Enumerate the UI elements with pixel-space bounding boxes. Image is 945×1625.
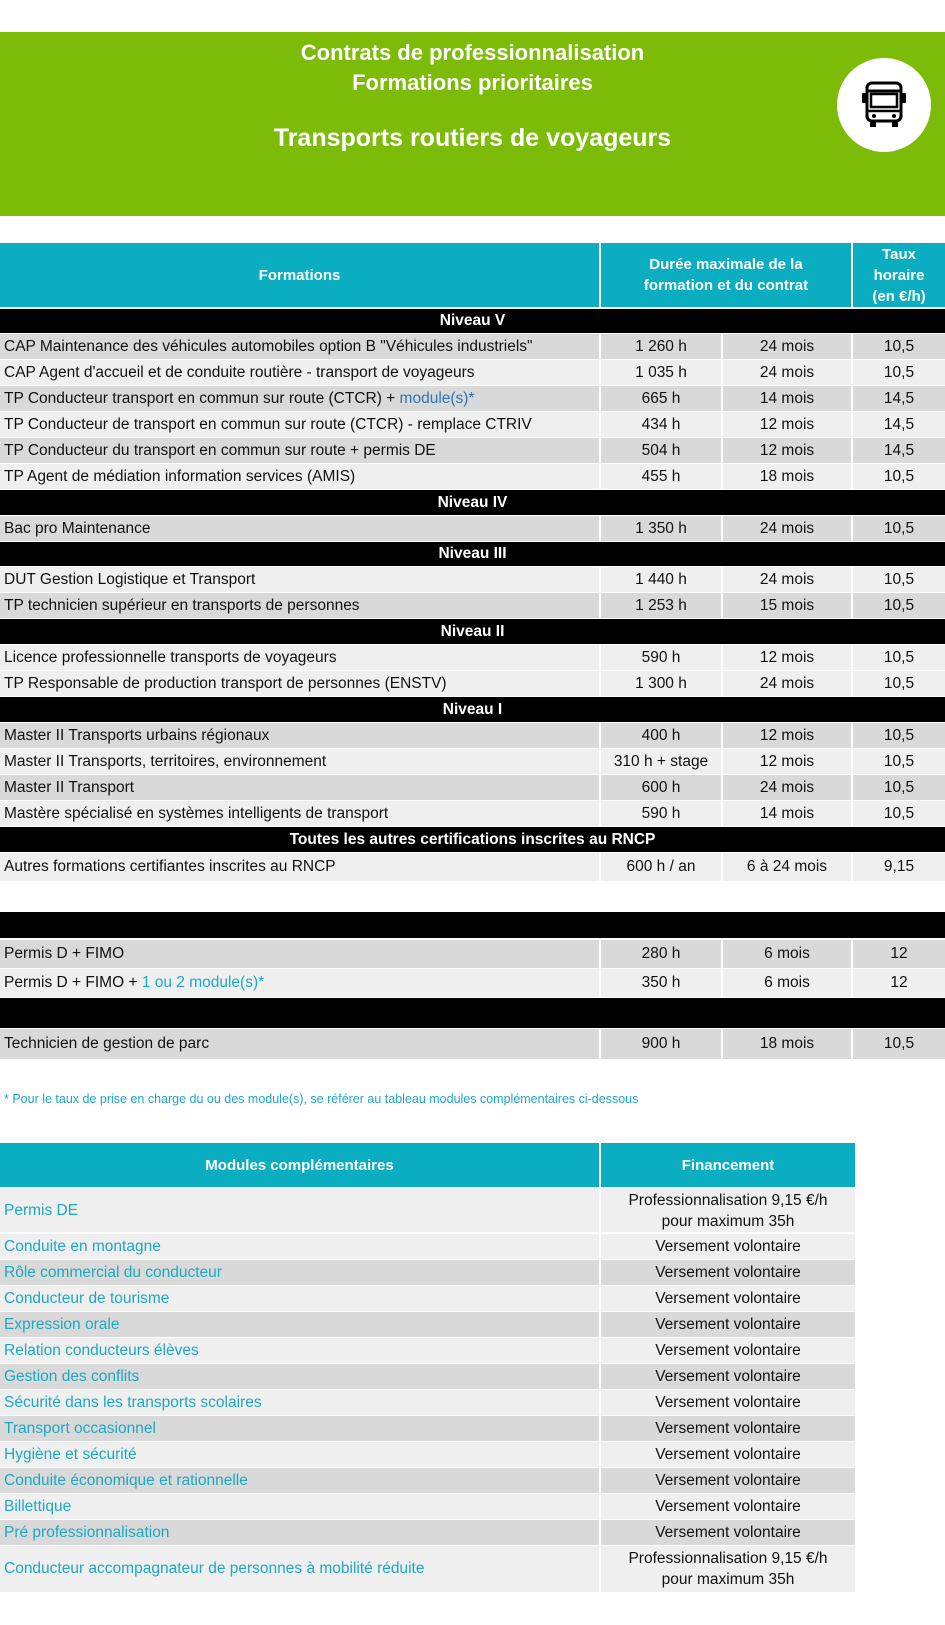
row-name: Technicien de gestion de parc (0, 1029, 599, 1059)
section-divider (0, 998, 945, 1028)
row-rate: 14,5 (853, 412, 945, 437)
module-funding: Versement volontaire (601, 1338, 855, 1363)
row-rate: 10,5 (853, 749, 945, 774)
header-taux: Taux horaire (en €/h) (853, 243, 945, 307)
module-funding: Versement volontaire (601, 1260, 855, 1285)
row-months: 12 mois (723, 438, 851, 463)
row-months: 14 mois (723, 386, 851, 411)
row-months: 12 mois (723, 645, 851, 670)
module-row (0, 1260, 855, 1285)
row-name: Permis D + FIMO + (4, 974, 142, 991)
module-row (0, 1416, 855, 1441)
module-name[interactable]: Billettique (0, 1494, 599, 1519)
section-niveau-3: Niveau III (0, 542, 945, 566)
row-rate: 10,5 (853, 723, 945, 748)
row-duration: 665 h (601, 386, 721, 411)
module-funding-cell (601, 1546, 855, 1592)
row-duration: 900 h (601, 1029, 721, 1059)
module-row (0, 1189, 855, 1232)
row-rate: 10,5 (853, 775, 945, 800)
row-name: TP Conducteur du transport en commun sur route + permis DE (0, 438, 599, 463)
table-row (0, 412, 945, 437)
row-name: CAP Maintenance des véhicules automobiles option B "Véhicules industriels" (0, 334, 599, 359)
row-months: 24 mois (723, 334, 851, 359)
row-months: 12 mois (723, 723, 851, 748)
module-funding: Versement volontaire (601, 1494, 855, 1519)
module-name[interactable]: Transport occasionnel (0, 1416, 599, 1441)
table-header (0, 243, 945, 307)
row-duration: 400 h (601, 723, 721, 748)
module-row (0, 1234, 855, 1259)
module-funding: Versement volontaire (601, 1442, 855, 1467)
module-name[interactable]: Conduite économique et rationnelle (0, 1468, 599, 1493)
row-duration: 1 260 h (601, 334, 721, 359)
row-duration: 1 253 h (601, 593, 721, 618)
table-row (0, 645, 945, 670)
row-rate: 12 (853, 940, 945, 968)
table-row (0, 360, 945, 385)
header-modules: Modules complémentaires (0, 1143, 599, 1187)
module-row (0, 1494, 855, 1519)
row-name: TP Agent de médiation information services (AMIS) (0, 464, 599, 489)
modules-header (0, 1143, 855, 1187)
row-rate: 10,5 (853, 645, 945, 670)
table-row (0, 853, 945, 881)
row-rate: 10,5 (853, 801, 945, 826)
row-rate: 10,5 (853, 1029, 945, 1059)
module-name[interactable]: Expression orale (0, 1312, 599, 1337)
header-duree: Durée maximale de la formation et du contrat (601, 243, 851, 307)
section-divider (0, 912, 945, 938)
section-niveau-5: Niveau V (0, 309, 945, 333)
module-row (0, 1312, 855, 1337)
banner-title-line1: Contrats de professionnalisation (300, 40, 645, 65)
table-row (0, 749, 945, 774)
header-financement: Financement (601, 1143, 855, 1187)
row-months: 24 mois (723, 775, 851, 800)
table-row (0, 969, 945, 997)
header-formations: Formations (0, 243, 599, 307)
module-name[interactable]: Conduite en montagne (0, 1234, 599, 1259)
module-name[interactable]: Pré professionnalisation (0, 1520, 599, 1545)
table-row (0, 386, 945, 411)
module-name[interactable]: Rôle commercial du conducteur (0, 1260, 599, 1285)
row-name: CAP Agent d'accueil et de conduite routière - transport de voyageurs (0, 360, 599, 385)
bus-icon (859, 80, 909, 130)
table-row (0, 801, 945, 826)
module-row (0, 1468, 855, 1493)
bus-icon-badge (837, 58, 931, 152)
row-duration: 590 h (601, 801, 721, 826)
row-rate: 10,5 (853, 464, 945, 489)
module-name[interactable]: Conducteur de tourisme (0, 1286, 599, 1311)
module-funding: Professionnalisation 9,15 €/h (628, 1191, 828, 1209)
row-duration: 590 h (601, 645, 721, 670)
row-name: Master II Transports, territoires, environnement (0, 749, 599, 774)
row-name: TP Responsable de production transport de personnes (ENSTV) (0, 671, 599, 696)
row-name: Master II Transport (0, 775, 599, 800)
module-funding: Versement volontaire (601, 1416, 855, 1441)
row-name-cell (0, 969, 599, 997)
table-row (0, 334, 945, 359)
row-name: TP Conducteur transport en commun sur route (CTCR) + (4, 389, 400, 407)
title-banner (0, 32, 945, 216)
row-months: 12 mois (723, 412, 851, 437)
section-autres: Toutes les autres certifications inscrites au RNCP (0, 827, 945, 852)
row-duration: 455 h (601, 464, 721, 489)
row-name: Autres formations certifiantes inscrites au RNCP (0, 853, 599, 881)
module-funding: Versement volontaire (601, 1286, 855, 1311)
row-months: 6 à 24 mois (723, 853, 851, 881)
module-name[interactable]: Sécurité dans les transports scolaires (0, 1390, 599, 1415)
table-row (0, 464, 945, 489)
row-duration: 600 h / an (601, 853, 721, 881)
row-name: Permis D + FIMO (0, 940, 599, 968)
module-funding-cell (601, 1189, 855, 1232)
row-name: TP Conducteur de transport en commun sur route (CTCR) - remplace CTRIV (0, 412, 599, 437)
row-rate: 12 (853, 969, 945, 997)
module-row (0, 1338, 855, 1363)
row-duration: 310 h + stage (601, 749, 721, 774)
row-months: 24 mois (723, 671, 851, 696)
section-niveau-2: Niveau II (0, 619, 945, 644)
module-funding: Versement volontaire (601, 1364, 855, 1389)
module-funding: Versement volontaire (601, 1234, 855, 1259)
table-row (0, 1029, 945, 1059)
row-duration: 434 h (601, 412, 721, 437)
row-name: Mastère spécialisé en systèmes intelligents de transport (0, 801, 599, 826)
footnote: * Pour le taux de prise en charge du ou des module(s), se référer au tableau modules complémentaires ci-dessous (4, 1092, 639, 1106)
row-months: 18 mois (723, 1029, 851, 1059)
table-row (0, 593, 945, 618)
module-name[interactable]: Relation conducteurs élèves (0, 1338, 599, 1363)
row-name: DUT Gestion Logistique et Transport (0, 567, 599, 592)
module-row (0, 1520, 855, 1545)
module-name[interactable]: Conducteur accompagnateur de personnes à mobilité réduite (0, 1546, 599, 1592)
module-funding-detail: pour maximum 35h (661, 1212, 795, 1230)
module-name[interactable]: Permis DE (0, 1189, 599, 1232)
module-funding-detail: pour maximum 35h (661, 1571, 795, 1588)
module-funding: Versement volontaire (601, 1520, 855, 1545)
table-row (0, 438, 945, 463)
row-rate: 14,5 (853, 386, 945, 411)
module-link[interactable]: module(s)* (399, 389, 475, 407)
row-rate: 10,5 (853, 593, 945, 618)
table-row (0, 516, 945, 541)
module-row (0, 1442, 855, 1467)
row-rate: 14,5 (853, 438, 945, 463)
row-rate: 10,5 (853, 334, 945, 359)
row-months: 24 mois (723, 567, 851, 592)
row-name-cell (0, 386, 599, 411)
table-row (0, 671, 945, 696)
module-funding: Versement volontaire (601, 1390, 855, 1415)
section-niveau-1: Niveau I (0, 697, 945, 722)
row-duration: 1 300 h (601, 671, 721, 696)
row-duration: 1 035 h (601, 360, 721, 385)
table-row (0, 775, 945, 800)
row-name: TP technicien supérieur en transports de personnes (0, 593, 599, 618)
module-row (0, 1364, 855, 1389)
row-rate: 10,5 (853, 567, 945, 592)
row-rate: 10,5 (853, 671, 945, 696)
module-funding: Versement volontaire (601, 1312, 855, 1337)
module-row (0, 1546, 855, 1592)
row-name: Licence professionnelle transports de voyageurs (0, 645, 599, 670)
banner-title-line2: Formations prioritaires (352, 70, 593, 95)
row-duration: 600 h (601, 775, 721, 800)
row-rate: 10,5 (853, 360, 945, 385)
module-name[interactable]: Gestion des conflits (0, 1364, 599, 1389)
table-row (0, 940, 945, 968)
row-months: 15 mois (723, 593, 851, 618)
row-duration: 280 h (601, 940, 721, 968)
banner-title-line3: Transports routiers de voyageurs (273, 124, 672, 152)
module-link[interactable]: 1 ou 2 module(s)* (141, 974, 265, 991)
section-niveau-4: Niveau IV (0, 490, 945, 515)
module-row (0, 1286, 855, 1311)
row-duration: 350 h (601, 969, 721, 997)
row-rate: 9,15 (853, 853, 945, 881)
module-row (0, 1390, 855, 1415)
row-name: Master II Transports urbains régionaux (0, 723, 599, 748)
row-duration: 504 h (601, 438, 721, 463)
row-months: 24 mois (723, 360, 851, 385)
row-duration: 1 440 h (601, 567, 721, 592)
module-name[interactable]: Hygiène et sécurité (0, 1442, 599, 1467)
row-rate: 10,5 (853, 516, 945, 541)
row-months: 6 mois (723, 940, 851, 968)
row-months: 6 mois (723, 969, 851, 997)
module-funding: Versement volontaire (601, 1468, 855, 1493)
table-row (0, 723, 945, 748)
row-months: 12 mois (723, 749, 851, 774)
row-months: 14 mois (723, 801, 851, 826)
row-months: 24 mois (723, 516, 851, 541)
row-duration: 1 350 h (601, 516, 721, 541)
module-funding: Professionnalisation 9,15 €/h (628, 1550, 828, 1567)
row-months: 18 mois (723, 464, 851, 489)
row-name: Bac pro Maintenance (0, 516, 599, 541)
table-row (0, 567, 945, 592)
